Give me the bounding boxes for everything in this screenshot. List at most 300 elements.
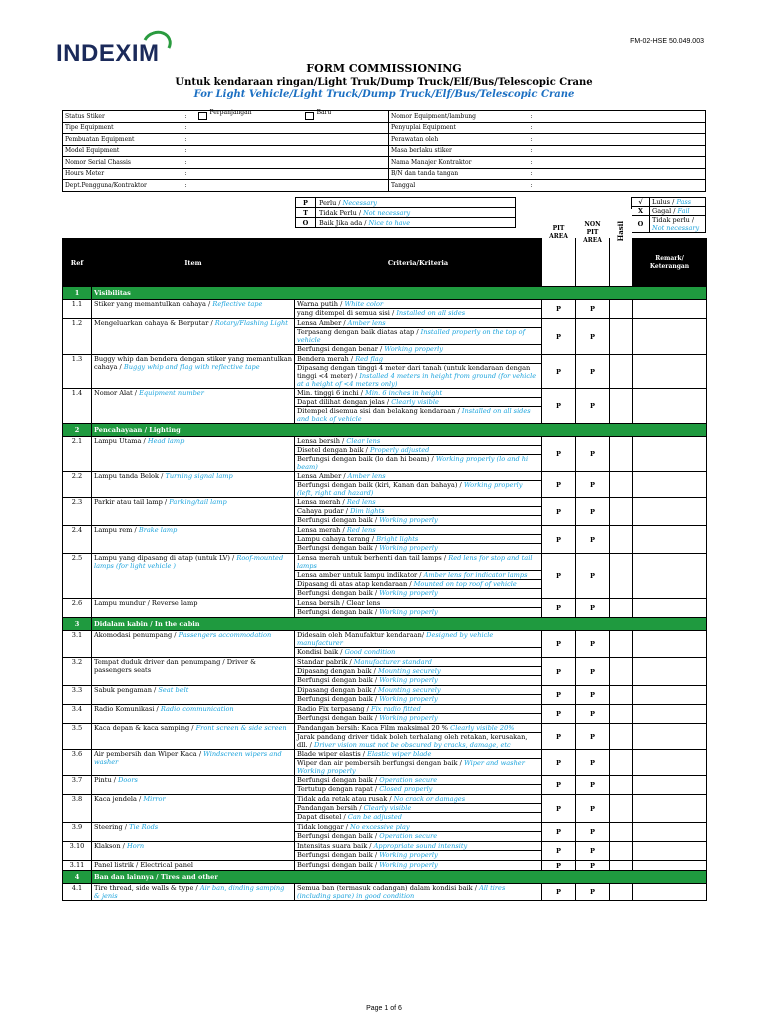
info-label: Penyuplai Equipment: [389, 122, 529, 134]
info-value-field[interactable]: [193, 108, 389, 123]
row-nonpit: P: [576, 526, 610, 554]
info-value-field[interactable]: [193, 180, 389, 192]
section-name: Ban dan lainnya / Tires and other: [92, 871, 707, 884]
criteria-line: Lensa merah / Red lens: [295, 498, 541, 507]
row-remark-field[interactable]: [633, 526, 707, 554]
row-criteria: [295, 300, 542, 319]
form-code: FM-02-HSE 50.049.003: [630, 38, 704, 45]
row-result-field[interactable]: [610, 437, 633, 472]
row-pit: P: [542, 631, 576, 658]
section-header: [63, 618, 707, 631]
info-label: Pembuatan Equipment: [63, 134, 183, 146]
info-label: B/N dan tanda tangan: [389, 168, 529, 180]
info-label: Status Stiker: [63, 111, 183, 123]
checklist-row: [63, 823, 707, 842]
row-remark-field[interactable]: [633, 842, 707, 861]
info-value-field[interactable]: [539, 168, 706, 180]
row-pit: P: [542, 705, 576, 724]
info-label: Dept.Pengguna/Kontraktor: [63, 180, 183, 192]
row-nonpit: P: [576, 599, 610, 618]
row-criteria: [295, 526, 542, 554]
criteria-line: Wiper dan air pembersih berfungsi dengan baik / Wiper and washer Working properly: [297, 759, 525, 775]
row-result-field[interactable]: [610, 776, 633, 795]
row-remark-field[interactable]: [633, 472, 707, 498]
criteria-line: Jarak pandang driver tidak boleh terhalang oleh retakan, kerusakan, dll. / Driver vision must not be obscured by cracks, damage, etc: [297, 733, 528, 749]
info-colon: :: [529, 157, 539, 169]
info-label: Model Equipment: [63, 145, 183, 157]
criteria-line: yang ditempel di semua sisi / Installed on all sides: [297, 309, 466, 317]
row-ref: 3.9: [63, 823, 92, 842]
section-number: 3: [63, 618, 92, 631]
row-criteria: [295, 658, 542, 686]
row-criteria: [295, 631, 542, 658]
info-colon: :: [183, 145, 193, 157]
row-nonpit: P: [576, 631, 610, 658]
row-pit: P: [542, 842, 576, 861]
row-ref: 2.2: [63, 472, 92, 498]
row-remark-field[interactable]: [633, 437, 707, 472]
criteria-line: Berfungsi dengan baik / Working properly: [297, 676, 438, 684]
row-criteria: [295, 705, 542, 724]
row-nonpit: P: [576, 861, 610, 871]
row-remark-field[interactable]: [633, 300, 707, 319]
checklist-row: [63, 300, 707, 319]
row-pit: P: [542, 599, 576, 618]
criteria-line: Pandangan bersih / Clearly visible: [295, 804, 541, 813]
checklist-row: [63, 795, 707, 823]
col-hasil: Hasil: [610, 209, 633, 257]
row-ref: 3.4: [63, 705, 92, 724]
info-value-field[interactable]: [193, 134, 389, 146]
row-nonpit: P: [576, 823, 610, 842]
info-colon: :: [183, 134, 193, 146]
criteria-line: Terpasang dengan baik diatas atap / Installed properly on the top of vehicle: [295, 328, 541, 345]
checklist-row: [63, 498, 707, 526]
row-criteria: [295, 776, 542, 795]
row-criteria: [295, 823, 542, 842]
criteria-line: Berfungsi dengan baik / Working properly: [297, 544, 438, 552]
row-ref: 1.1: [63, 300, 92, 319]
row-item: Air pembersih dan Wiper Kaca / Windscreen wipers and washer: [92, 750, 295, 776]
row-item: Lampu tanda Belok / Turning signal lamp: [92, 472, 295, 498]
row-pit: P: [542, 776, 576, 795]
legend-result: [631, 197, 706, 233]
legend-requirement: [295, 197, 516, 228]
info-value-field[interactable]: [193, 157, 389, 169]
col-item: Item: [92, 239, 295, 287]
criteria-line: Intensitas suara baik / Appropriate sound intensity: [295, 842, 541, 851]
criteria-line: Tidak longgar / No excessive play: [295, 823, 541, 832]
row-remark-field[interactable]: [633, 319, 707, 355]
row-ref: 1.4: [63, 389, 92, 424]
row-ref: 3.11: [63, 861, 92, 871]
info-label: Nomor Serial Chassis: [63, 157, 183, 169]
row-remark-field[interactable]: [633, 884, 707, 901]
info-colon: :: [183, 122, 193, 134]
row-nonpit: P: [576, 686, 610, 705]
row-item: Mengeluarkan cahaya & Berputar / Rotary/Flashing Light: [92, 319, 295, 355]
info-label: Tipe Equipment: [63, 122, 183, 134]
row-ref: 2.4: [63, 526, 92, 554]
company-logo: INDEXIM: [56, 40, 160, 68]
criteria-line: Dipasang dengan tinggi 4 meter dari tanah (untuk kendaraan dengan tinggi <4 meter) / Installed 4 meters in height from ground (for vehicle at a height of <4 meters only): [297, 364, 537, 388]
criteria-line: Berfungsi dengan baik / Working properly: [297, 589, 438, 597]
checklist-row: [63, 599, 707, 618]
legend-key: O: [632, 216, 650, 233]
row-ref: 2.1: [63, 437, 92, 472]
row-nonpit: P: [576, 300, 610, 319]
row-pit: P: [542, 884, 576, 901]
criteria-line: Berfungsi dengan baik / Working properly: [297, 861, 438, 869]
row-ref: 2.3: [63, 498, 92, 526]
info-value-field[interactable]: [539, 111, 706, 123]
row-pit: P: [542, 437, 576, 472]
criteria-line: Kondisi baik / Good condition: [297, 648, 396, 656]
legend-key: √: [632, 198, 650, 207]
form-subtitle: Untuk kendaraan ringan/Light Truk/Dump Truck/Elf/Bus/Telescopic Crane: [175, 77, 593, 88]
row-remark-field[interactable]: [633, 389, 707, 424]
row-nonpit: P: [576, 724, 610, 750]
row-ref: 3.5: [63, 724, 92, 750]
row-item: Stiker yang memantulkan cahaya / Reflective tape: [92, 300, 295, 319]
row-ref: 3.1: [63, 631, 92, 658]
row-ref: 2.5: [63, 554, 92, 599]
col-remark: Remark/ Keterangan: [633, 239, 707, 287]
checklist-row: [63, 705, 707, 724]
info-colon: :: [529, 111, 539, 123]
row-remark-field[interactable]: [633, 631, 707, 658]
section-name: Visibilitas: [92, 287, 707, 300]
row-result-field[interactable]: [610, 355, 633, 389]
row-result-field[interactable]: [610, 823, 633, 842]
row-criteria: [295, 554, 542, 599]
criteria-line: Lensa Amber / Amber lens: [295, 472, 541, 481]
row-item: Parkir atau tail lamp / Parking/tail lamp: [92, 498, 295, 526]
checkbox-baru[interactable]: [305, 112, 314, 120]
row-item: Kaca depan & kaca samping / Front screen & side screen: [92, 724, 295, 750]
row-remark-field[interactable]: [633, 776, 707, 795]
row-nonpit: P: [576, 472, 610, 498]
checklist-row: [63, 658, 707, 686]
row-result-field[interactable]: [610, 526, 633, 554]
row-result-field[interactable]: [610, 554, 633, 599]
row-criteria: [295, 884, 542, 901]
section-number: 1: [63, 287, 92, 300]
row-pit: P: [542, 554, 576, 599]
row-result-field[interactable]: [610, 861, 633, 871]
criteria-line: Cahaya pudar / Dim lights: [295, 507, 541, 516]
row-remark-field[interactable]: [633, 686, 707, 705]
checklist-row: [63, 437, 707, 472]
criteria-line: Lensa bersih / Clear lens: [295, 599, 541, 608]
checklist-row: [63, 884, 707, 901]
info-value-field[interactable]: [193, 145, 389, 157]
row-nonpit: P: [576, 705, 610, 724]
row-nonpit: P: [576, 795, 610, 823]
info-value-field[interactable]: [193, 168, 389, 180]
info-colon: :: [183, 111, 193, 123]
info-value-field[interactable]: [193, 122, 389, 134]
row-item: Radio Komunikasi / Radio communication: [92, 705, 295, 724]
row-result-field[interactable]: [610, 724, 633, 750]
criteria-line: Dipasang di atas atap kendaraan / Mounted on top roof of vehicle: [295, 580, 541, 589]
row-pit: P: [542, 389, 576, 424]
info-row: [63, 157, 706, 169]
criteria-line: Berfungsi dengan baik / Working properly: [297, 714, 438, 722]
criteria-line: Min. tinggi 6 inchi / Min. 6 inches in height: [295, 389, 541, 398]
info-colon: :: [183, 168, 193, 180]
checklist-row: [63, 776, 707, 795]
criteria-line: Berfungsi dengan baik (lo dan hi beam) / Working properly (lo and hi beam): [297, 455, 529, 471]
legend-text: Gagal / Fail: [650, 207, 706, 216]
checklist-row: [63, 842, 707, 861]
section-header: [63, 871, 707, 884]
row-result-field[interactable]: [610, 631, 633, 658]
checklist-row: [63, 389, 707, 424]
row-item: Nomor Alat / Equipment number: [92, 389, 295, 424]
row-item: Steering / Tie Rods: [92, 823, 295, 842]
row-result-field[interactable]: [610, 498, 633, 526]
row-ref: 2.6: [63, 599, 92, 618]
legend-key: O: [296, 218, 316, 228]
row-pit: P: [542, 795, 576, 823]
row-criteria: [295, 724, 542, 750]
info-value-field[interactable]: [539, 134, 706, 146]
section-header: [63, 287, 707, 300]
row-pit: P: [542, 319, 576, 355]
row-pit: P: [542, 750, 576, 776]
row-item: Sabuk pengaman / Seat belt: [92, 686, 295, 705]
row-criteria: [295, 498, 542, 526]
criteria-line: Berfungsi dengan baik / Working properly: [297, 851, 438, 859]
row-result-field[interactable]: [610, 658, 633, 686]
row-result-field[interactable]: [610, 884, 633, 901]
row-remark-field[interactable]: [633, 823, 707, 842]
row-item: Kaca jendela / Mirror: [92, 795, 295, 823]
row-remark-field[interactable]: [633, 658, 707, 686]
section-header: [63, 424, 707, 437]
row-ref: 3.10: [63, 842, 92, 861]
criteria-line: Berfungsi dengan baik / Working properly: [297, 608, 438, 616]
criteria-line: Didesain oleh Manufaktur kendaraan/ Designed by vehicle manufacturer: [295, 631, 541, 648]
info-colon: :: [529, 134, 539, 146]
row-criteria: [295, 861, 542, 871]
criteria-line: Radio Fix terpasang / Fix radio fitted: [295, 705, 541, 714]
checklist-row: [63, 861, 707, 871]
row-item: Lampu Utama / Head lamp: [92, 437, 295, 472]
row-ref: 3.7: [63, 776, 92, 795]
row-remark-field[interactable]: [633, 355, 707, 389]
criteria-line: Bendera merah / Red flag: [295, 355, 541, 364]
info-row: [63, 134, 706, 146]
criteria-line: Berfungsi dengan baik / Working properly: [297, 695, 438, 703]
criteria-line: Lensa Amber / Amber lens: [295, 319, 541, 328]
row-ref: 3.2: [63, 658, 92, 686]
legend-text: Lulus / Pass: [650, 198, 706, 207]
opt-perpanjangan: Perpanjangan: [209, 108, 252, 116]
col-criteria: Criteria/Kriteria: [295, 239, 542, 287]
info-value-field[interactable]: [539, 180, 706, 192]
info-colon: :: [529, 180, 539, 192]
row-nonpit: P: [576, 884, 610, 901]
row-pit: P: [542, 498, 576, 526]
info-row: [63, 111, 706, 123]
col-ref: Ref: [63, 239, 92, 287]
row-item: Klakson / Horn: [92, 842, 295, 861]
info-label: Hours Meter: [63, 168, 183, 180]
criteria-line: Warna putih / White color: [295, 300, 541, 309]
criteria-line: Berfungsi dengan baik / Working properly: [297, 516, 438, 524]
section-number: 2: [63, 424, 92, 437]
row-result-field[interactable]: [610, 705, 633, 724]
info-value-field[interactable]: [539, 145, 706, 157]
row-remark-field[interactable]: [633, 554, 707, 599]
info-value-field[interactable]: [539, 157, 706, 169]
page-footer: Page 1 of 6: [366, 1005, 402, 1012]
section-number: 4: [63, 871, 92, 884]
row-criteria: [295, 319, 542, 355]
info-colon: :: [529, 168, 539, 180]
row-pit: P: [542, 686, 576, 705]
form-title: FORM COMMISSIONING: [306, 62, 462, 75]
row-item: Akomodasi penumpang / Passengers accommodation: [92, 631, 295, 658]
legend-key: P: [296, 198, 316, 208]
legend-text: Perlu / Necessary: [316, 198, 516, 208]
criteria-line: Lensa merah / Red lens: [295, 526, 541, 535]
row-remark-field[interactable]: [633, 599, 707, 618]
row-pit: P: [542, 355, 576, 389]
row-pit: P: [542, 658, 576, 686]
info-label: Masa berlaku stiker: [389, 145, 529, 157]
row-remark-field[interactable]: [633, 498, 707, 526]
row-result-field[interactable]: [610, 842, 633, 861]
checklist-row: [63, 750, 707, 776]
row-result-field[interactable]: [610, 686, 633, 705]
info-label: Tanggal: [389, 180, 529, 192]
row-criteria: [295, 686, 542, 705]
criteria-line: Standar pabrik / Manufacturer standard: [295, 658, 541, 667]
row-criteria: [295, 599, 542, 618]
row-ref: 1.3: [63, 355, 92, 389]
row-remark-field[interactable]: [633, 861, 707, 871]
row-pit: P: [542, 861, 576, 871]
legend-text: Baik Jika ada / Nice to have: [316, 218, 516, 228]
row-nonpit: P: [576, 355, 610, 389]
criteria-line: Berfungsi dengan baik / Operation secure: [295, 776, 541, 785]
row-result-field[interactable]: [610, 389, 633, 424]
legend-text: Tidak perlu / Not necessary: [650, 216, 706, 233]
row-pit: P: [542, 724, 576, 750]
info-label: Nama Manajer Kontraktor: [389, 157, 529, 169]
row-nonpit: P: [576, 319, 610, 355]
row-ref: 3.8: [63, 795, 92, 823]
row-ref: 4.1: [63, 884, 92, 901]
criteria-line: Lensa bersih / Clear lens: [295, 437, 541, 446]
criteria-line: Lampu cahaya terang / Bright lights: [295, 535, 541, 544]
row-nonpit: P: [576, 842, 610, 861]
row-criteria: [295, 355, 542, 389]
row-ref: 3.3: [63, 686, 92, 705]
row-result-field[interactable]: [610, 300, 633, 319]
row-remark-field[interactable]: [633, 705, 707, 724]
row-criteria: [295, 795, 542, 823]
row-pit: P: [542, 823, 576, 842]
row-remark-field[interactable]: [633, 724, 707, 750]
legend-key: X: [632, 207, 650, 216]
criteria-line: Lensa merah untuk berhenti dan tail lamps / Red lens for stop and tail lamps: [295, 554, 541, 571]
info-table: [62, 110, 706, 192]
info-colon: :: [529, 122, 539, 134]
row-nonpit: P: [576, 389, 610, 424]
checklist-row: [63, 526, 707, 554]
info-value-field[interactable]: [539, 122, 706, 134]
checklist-row: [63, 686, 707, 705]
row-item: Tire thread, side walls & type / Air ban, dinding samping & jenis: [92, 884, 295, 901]
criteria-line: Berfungsi dengan benar / Working properly: [297, 345, 443, 353]
row-item: Buggy whip dan bendera dengan stiker yang memantulkan cahaya / Buggy whip and flag with reflective tape: [92, 355, 295, 389]
criteria-line: Tidak ada retak atau rusak / No crack or damages: [295, 795, 541, 804]
row-nonpit: P: [576, 776, 610, 795]
checkbox-perpanjangan[interactable]: [198, 112, 207, 120]
criteria-line: Semua ban (termasuk cadangan) dalam kondisi baik / All tires (including spare) in good condition: [297, 884, 506, 900]
criteria-line: Ditempel disemua sisi dan belakang kendaraan / Installed on all sides and back of vehicle: [297, 407, 531, 423]
row-ref: 1.2: [63, 319, 92, 355]
criteria-line: Berfungsi dengan baik / Operation secure: [297, 832, 438, 840]
checklist-row: [63, 472, 707, 498]
row-nonpit: P: [576, 658, 610, 686]
info-row: [63, 145, 706, 157]
legend-key: T: [296, 208, 316, 218]
row-item: Tempat duduk driver dan penumpang / Driver & passengers seats: [92, 658, 295, 686]
row-nonpit: P: [576, 554, 610, 599]
info-row: [63, 122, 706, 134]
row-result-field[interactable]: [610, 795, 633, 823]
checklist-row: [63, 554, 707, 599]
row-item: Panel listrik / Electrical panel: [92, 861, 295, 871]
criteria-line: Berfungsi dengan baik (kiri, Kanan dan bahaya) / Working properly (left, right and hazard): [297, 481, 523, 497]
info-colon: :: [529, 145, 539, 157]
row-criteria: [295, 750, 542, 776]
criteria-line: Dapat dilihat dengan jelas / Clearly visible: [295, 398, 541, 407]
row-pit: P: [542, 300, 576, 319]
col-nonpit: NON PIT AREA: [576, 209, 610, 257]
legend-text: Tidak Perlu / Not necessary: [316, 208, 516, 218]
row-criteria: [295, 842, 542, 861]
row-item: Lampu yang dipasang di atap (untuk LV) / Roof-mounted lamps (for light vehicle ): [92, 554, 295, 599]
opt-baru: Baru: [316, 108, 332, 116]
criteria-line: Pandangan bersih: Kaca Film maksimal 20 % Clearly visible 20%: [295, 724, 541, 733]
row-nonpit: P: [576, 498, 610, 526]
criteria-line: Lensa amber untuk lampu indikator / Amber lens for indicator lamps: [295, 571, 541, 580]
row-remark-field[interactable]: [633, 795, 707, 823]
form-subtitle-en: For Light Vehicle/Light Truck/Dump Truck/Elf/Bus/Telescopic Crane: [193, 89, 575, 100]
criteria-line: Tertutup dengan rapat / Closed properly: [297, 785, 433, 793]
row-result-field[interactable]: [610, 599, 633, 618]
row-remark-field[interactable]: [633, 750, 707, 776]
info-label: Nomor Equipment/lambung: [389, 111, 529, 123]
row-pit: P: [542, 526, 576, 554]
row-result-field[interactable]: [610, 319, 633, 355]
row-item: Lampu rem / Brake lamp: [92, 526, 295, 554]
row-item: Lampu mundur / Reverse lamp: [92, 599, 295, 618]
row-result-field[interactable]: [610, 750, 633, 776]
info-row: [63, 168, 706, 180]
row-result-field[interactable]: [610, 472, 633, 498]
row-criteria: [295, 437, 542, 472]
criteria-line: Dapat disetel / Can be adjusted: [297, 813, 402, 821]
criteria-line: Disetel dengan baik / Properly adjusted: [295, 446, 541, 455]
info-colon: :: [183, 157, 193, 169]
